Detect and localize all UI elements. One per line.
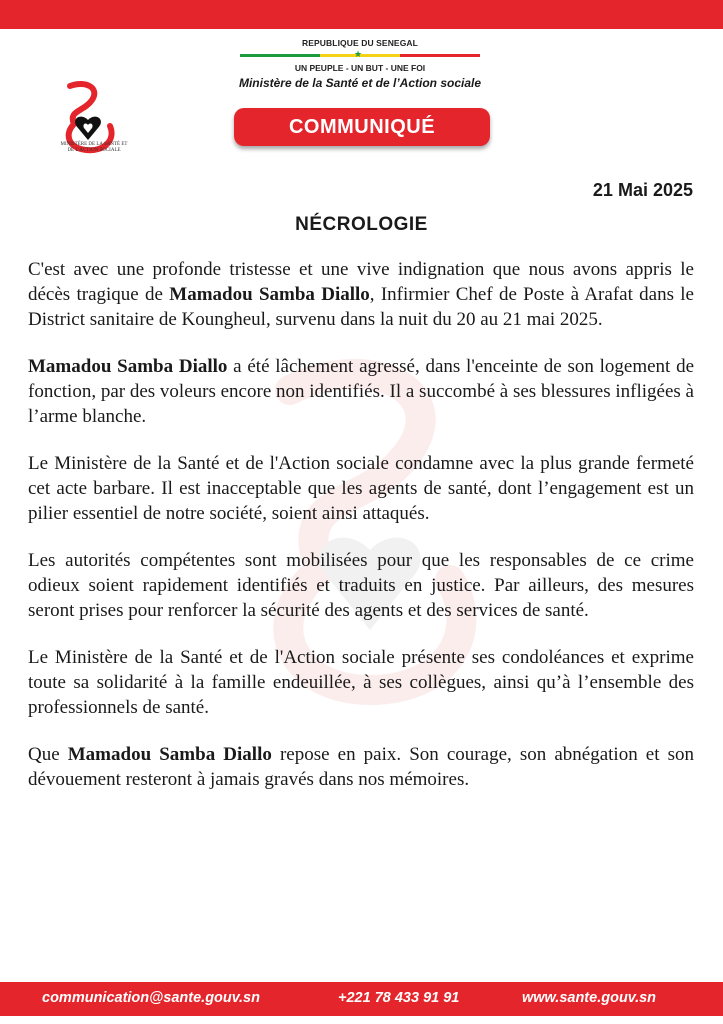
state-header	[200, 38, 520, 90]
paragraph-2	[28, 354, 694, 429]
top-red-bar	[0, 0, 723, 29]
flag-red-stripe	[400, 54, 480, 57]
document-body	[28, 257, 694, 814]
ministry-name: Ministère de la Santé et de l’Action sociale	[238, 76, 482, 90]
flag-star-icon: ★	[354, 49, 363, 59]
paragraph-text: Que	[28, 744, 68, 765]
national-motto: UN PEUPLE - UN BUT - UNE FOI	[294, 63, 426, 73]
deceased-name: Mamadou Samba Diallo	[67, 744, 272, 765]
footer-email[interactable]: communication@sante.gouv.sn	[42, 990, 260, 1006]
paragraph-5: Le Ministère de la Santé et de l'Action sociale présente ses condoléances et exprime toute sa solidarité à la famille endeuillée, à ses collègues, ainsi qu’à l’ensemble des professionnels de santé.	[28, 647, 694, 718]
document-date: 21 Mai 2025	[592, 180, 693, 200]
republic-label: REPUBLIQUE DU SENEGAL	[302, 38, 418, 48]
footer-phone[interactable]: +221 78 433 91 91	[338, 990, 460, 1006]
communique-badge: COMMUNIQUÉ	[234, 108, 490, 146]
paragraph-4: Les autorités compétentes sont mobilisées pour que les responsables de ce crime odieux soient rapidement identifiés et traduits en justice. Par ailleurs, des mesures seront prises pour renforcer la sécurité des agents et des services de santé.	[28, 550, 694, 621]
paragraph-text: , Infirmier Chef de Poste à Arafat dans le District sanitaire de Koungheul, survenu dans la nuit du 20 au 21 mai 2025.	[28, 284, 694, 330]
logo-caption: MINISTÈRE DE LA SANTÉ ET DE L'ACTION SOCIALE	[60, 142, 128, 153]
paragraph-1	[28, 257, 694, 332]
deceased-name: Mamadou Samba Diallo	[28, 356, 228, 377]
paragraph-text: a été lâchement agressé, dans l'enceinte de son logement de fonction, par des voleurs encore non identifiés. Il a succombé à ses blessures infligées à l’arme blanche.	[28, 356, 695, 427]
deceased-name: Mamadou Samba Diallo	[169, 284, 370, 305]
footer-website[interactable]: www.sante.gouv.sn	[522, 990, 657, 1006]
paragraph-6	[28, 742, 694, 792]
document-title: NÉCROLOGIE	[295, 214, 428, 235]
footer-bar	[0, 982, 723, 1016]
paragraph-text: repose en paix. Son courage, son abnégation et son dévouement resteront à jamais gravés dans nos mémoires.	[28, 744, 694, 790]
paragraph-text: C'est avec une profonde tristesse et une vive indignation que nous avons appris le décès tragique de	[28, 259, 694, 305]
paragraph-3: Le Ministère de la Santé et de l'Action sociale condamne avec la plus grande fermeté cet acte barbare. Il est inacceptable que les agents de santé, dont l’engagement est un pilier essentiel de notre société, soient ainsi attaqués.	[28, 453, 694, 524]
senegal-flag-band	[240, 51, 480, 59]
flag-green-stripe	[240, 54, 320, 57]
